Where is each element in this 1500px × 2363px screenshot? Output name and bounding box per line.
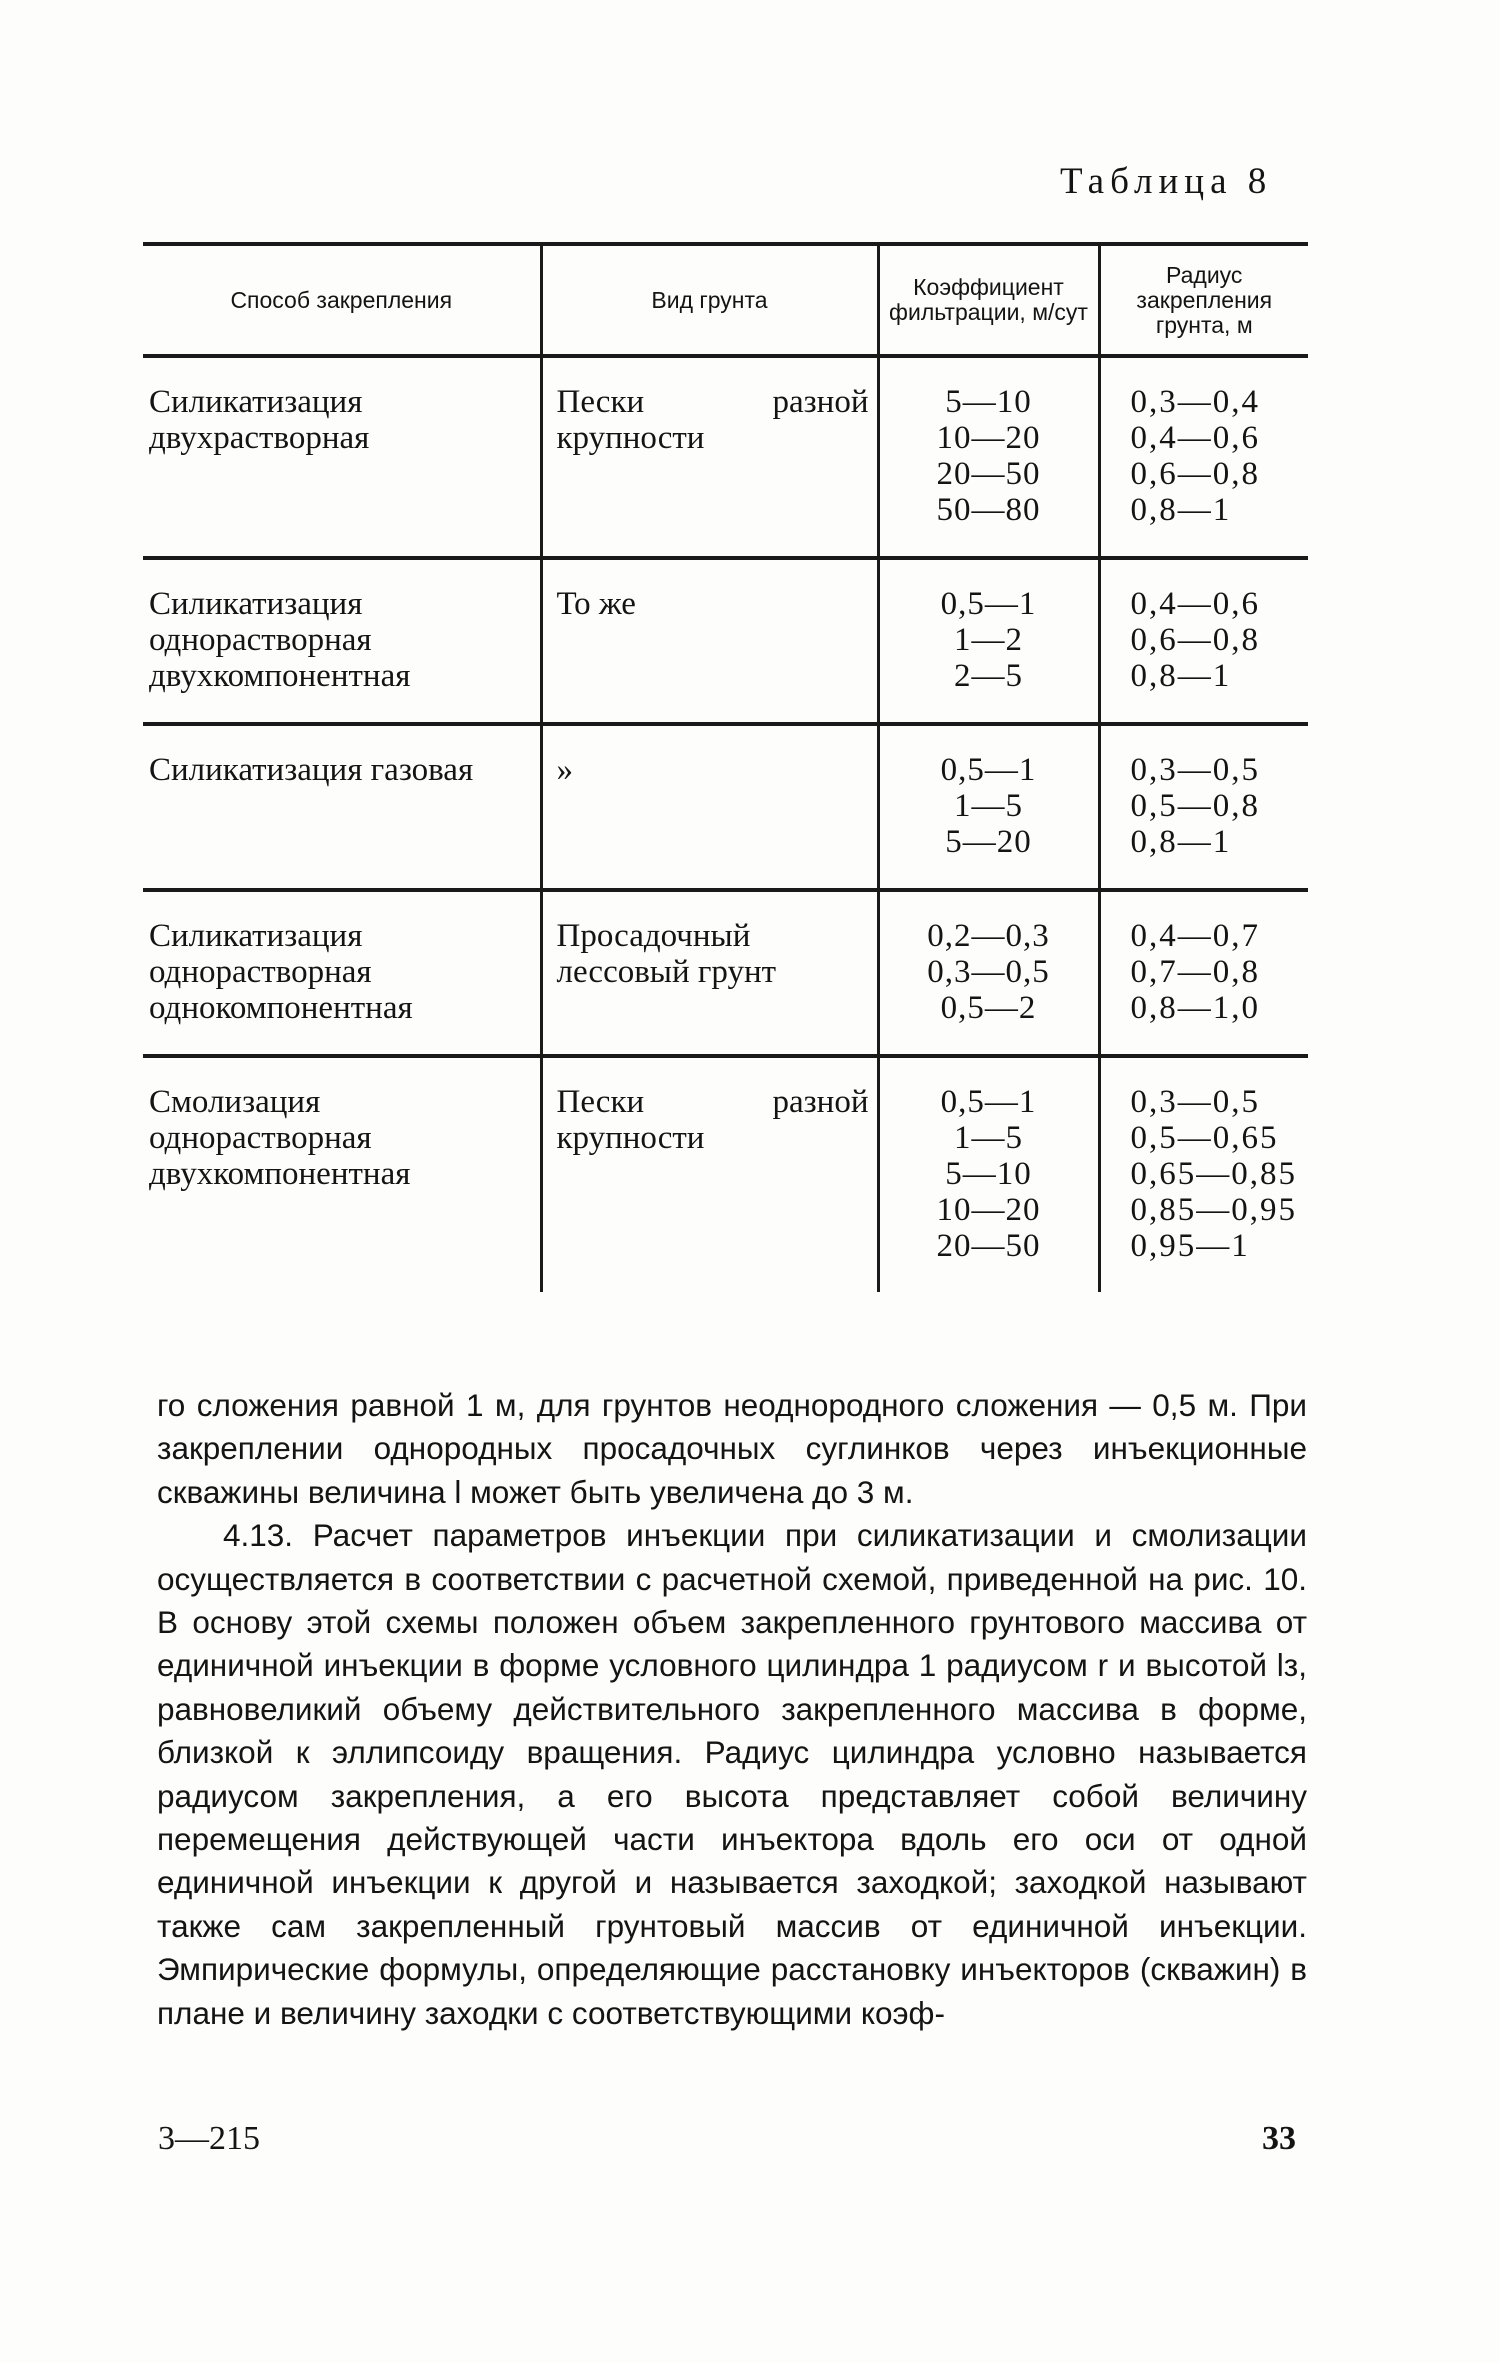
filtration-value: 1—5 [954,1120,1023,1156]
table-row [143,890,1308,1056]
cell-radius [1099,558,1308,724]
filtration-value: 1—5 [954,788,1023,824]
paragraph-continuation: го сложения равной 1 м, для грунтов неоднородного сложения — 0,5 м. При закреплении однородных просадочных суглинков через инъекционные скважины величина l может быть увеличена до 3 м. [157,1387,1307,1510]
filtration-value: 5—20 [945,824,1032,860]
radius-value: 0,85—0,95 [1130,1192,1297,1228]
filtration-value: 5—10 [945,1156,1032,1192]
table-row [143,558,1308,724]
cell-method: Силикатизация газовая [149,752,474,788]
cell-soil: Пески разной крупности [541,1056,878,1292]
table-header-row [143,244,1308,356]
col-header-method: Способ закрепления [230,286,453,313]
table-8 [143,242,1308,1292]
cell-radius [1099,1056,1308,1292]
page-number: 33 [1262,2120,1296,2157]
table-row [143,356,1308,558]
filtration-value: 20—50 [936,1228,1041,1264]
cell-method: Смолизация однорастворная двухкомпонентная [149,1084,411,1192]
radius-value: 0,4—0,6 [1130,420,1260,456]
radius-value: 0,4—0,7 [1130,918,1260,954]
table-row [143,1056,1308,1292]
filtration-value: 50—80 [936,492,1041,528]
radius-value: 0,8—1,0 [1130,990,1260,1026]
filtration-value: 0,5—2 [940,990,1037,1026]
table-row [143,724,1308,890]
signature-mark: 3—215 [158,2120,260,2157]
cell-soil: » [541,724,878,890]
filtration-value: 0,5—1 [940,752,1037,788]
radius-value: 0,5—0,65 [1130,1120,1279,1156]
cell-method: Силикатизация двухрастворная [149,384,370,456]
table-caption: Таблица 8 [1060,161,1273,202]
filtration-value: 0,5—1 [940,586,1037,622]
filtration-value: 1—2 [954,622,1023,658]
radius-value: 0,6—0,8 [1130,456,1260,492]
cell-method: Силикатизация однорастворная двухкомпонентная [149,586,411,694]
filtration-value: 0,3—0,5 [927,954,1050,990]
radius-value: 0,6—0,8 [1130,622,1260,658]
cell-filtration [878,890,1099,1056]
cell-soil: То же [541,558,878,724]
filtration-value: 0,5—1 [940,1084,1037,1120]
table-body [143,356,1308,1292]
radius-value: 0,95—1 [1130,1228,1250,1264]
cell-soil: Пески разной крупности [541,356,878,558]
filtration-value: 10—20 [936,1192,1041,1228]
col-header-radius: Радиус закрепления грунта, м [1099,244,1308,356]
radius-value: 0,7—0,8 [1130,954,1260,990]
cell-soil: Просадочный лессовый грунт [541,890,878,1056]
cell-radius [1099,724,1308,890]
cell-filtration [878,724,1099,890]
radius-value: 0,3—0,5 [1130,1084,1260,1120]
col-header-soil: Вид грунта [541,244,878,356]
filtration-value: 5—10 [945,384,1032,420]
cell-method: Силикатизация однорастворная однокомпонентная [149,918,413,1026]
filtration-value: 2—5 [954,658,1023,694]
radius-value: 0,4—0,6 [1130,586,1260,622]
filtration-value: 20—50 [936,456,1041,492]
radius-value: 0,8—1 [1130,658,1232,694]
radius-value: 0,5—0,8 [1130,788,1260,824]
radius-value: 0,3—0,5 [1130,752,1260,788]
radius-value: 0,65—0,85 [1130,1156,1297,1192]
radius-value: 0,3—0,4 [1130,384,1260,420]
cell-radius [1099,890,1308,1056]
radius-value: 0,8—1 [1130,492,1232,528]
cell-filtration [878,558,1099,724]
radius-value: 0,8—1 [1130,824,1232,860]
filtration-value: 0,2—0,3 [927,918,1050,954]
col-header-filtration: Коэффициент фильтрации, м/сут [878,244,1099,356]
filtration-value: 10—20 [936,420,1041,456]
cell-filtration [878,1056,1099,1292]
body-text [157,1384,1307,2035]
cell-radius [1099,356,1308,558]
paragraph-4-13: 4.13. Расчет параметров инъекции при силикатизации и смолизации осуществляется в соответствии с расчетной схемой, приведенной на рис. 10. В основу этой схемы положен объем закрепленного грунтового массива от единичной инъекции в форме условного цилиндра 1 радиусом r и высотой lз, равновеликий объему действительного закрепленного массива в форме, близкой к эллипсоиду вращения. Радиус цилиндра условно называется радиусом закрепления, а его высота представляет собой величину перемещения действующей части инъектора вдоль его оси от одной единичной инъекции к другой и называется заходкой; заходкой называют также сам закрепленный грунтовый массив от единичной инъекции. Эмпирические формулы, определяющие расстановку инъекторов (скважин) в плане и величину заходки с соответствующими коэф- [157,1517,1307,2031]
cell-filtration [878,356,1099,558]
